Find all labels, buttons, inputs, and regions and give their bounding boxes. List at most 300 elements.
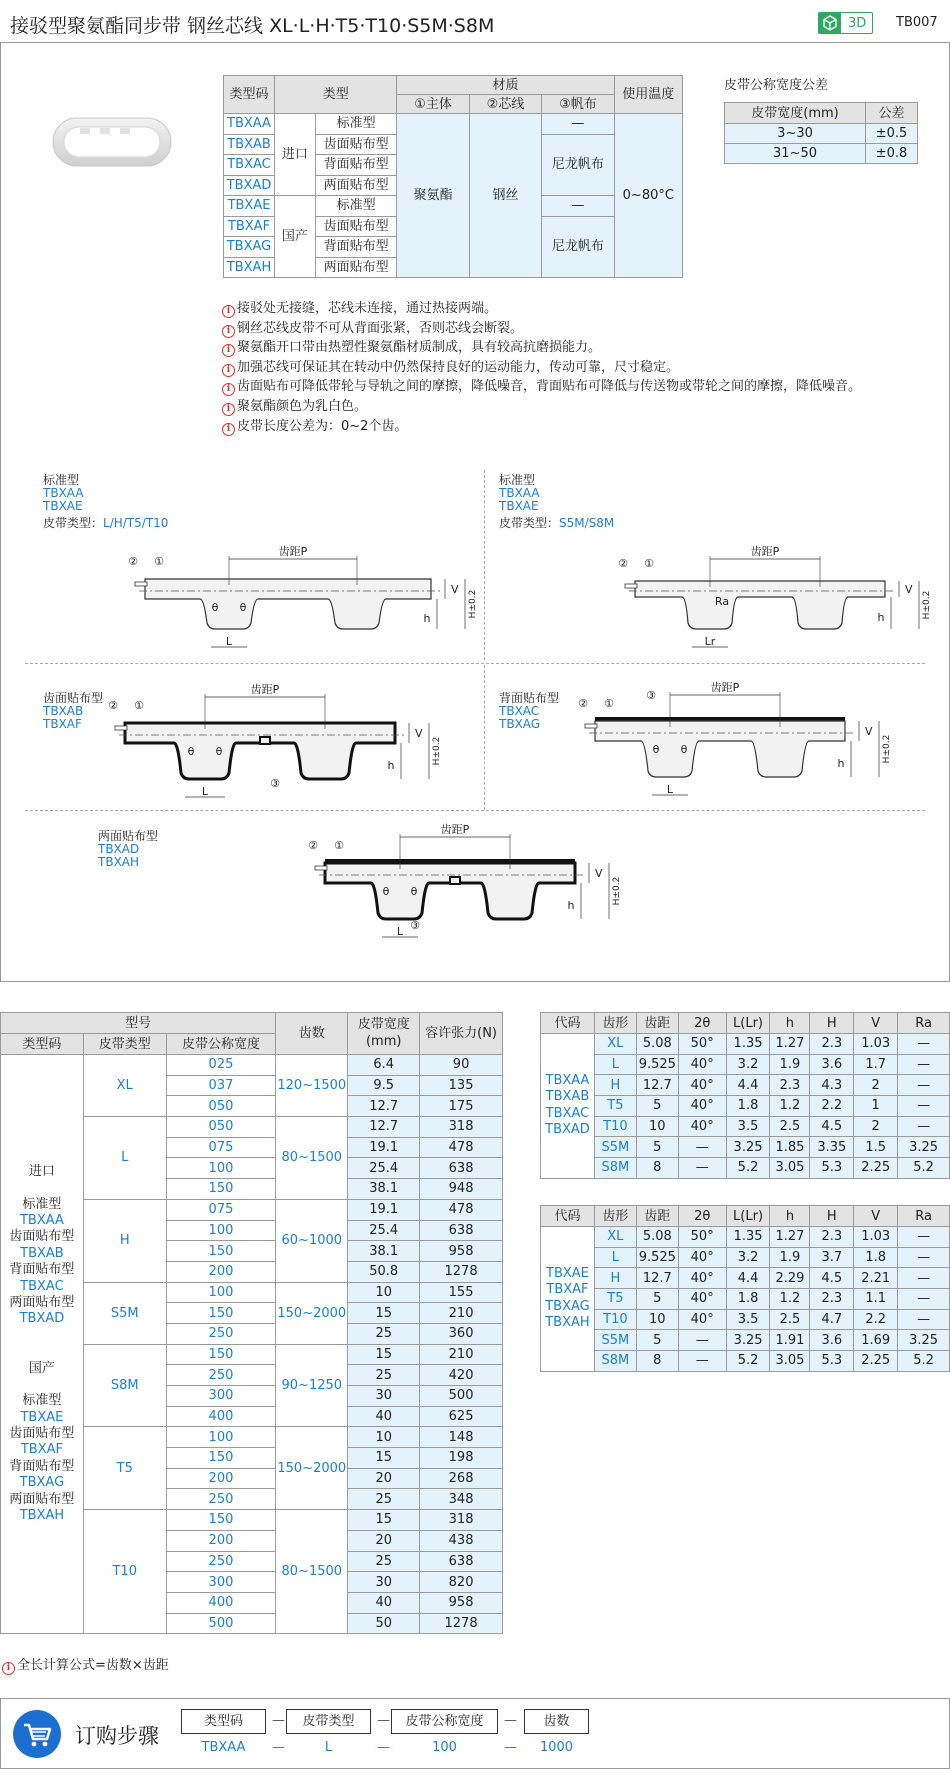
type-code: TBXAD	[545, 1122, 590, 1138]
dim-header: Ra	[898, 1013, 950, 1034]
note-text: 聚氨酯颜色为乳白色。	[237, 399, 368, 414]
dim-value: —	[898, 1309, 950, 1330]
note-text: 齿面贴布可降低带轮与导轨之间的摩擦，降低噪音，背面贴布可降低与传送物或带轮之间的摩擦，降低噪音。	[237, 379, 862, 395]
dim-value: 1.35	[726, 1034, 770, 1055]
dim-value: 1.8	[726, 1096, 770, 1117]
dim-value: —	[898, 1116, 950, 1137]
type-name	[1, 1344, 83, 1360]
core-wire	[315, 866, 327, 870]
spec-table	[223, 75, 683, 278]
spec-type-name: 两面贴布型	[315, 175, 397, 196]
spec-type-code: TBXAH	[224, 257, 275, 278]
model-nominal-width: 300	[166, 1572, 276, 1593]
dim-value: 12.7	[636, 1268, 678, 1289]
model-belt-width: 38.1	[348, 1179, 420, 1200]
spec-type-name: 齿面贴布型	[315, 216, 397, 237]
model-teeth-range: 150~2000	[276, 1427, 348, 1510]
model-nominal-width: 250	[166, 1489, 276, 1510]
type-code: TBXAA	[499, 486, 540, 500]
3d-model-button[interactable]	[818, 12, 873, 34]
dim-value: 1.35	[726, 1227, 770, 1248]
3d-label: 3D	[848, 16, 867, 31]
type-code: TBXAA	[19, 1213, 64, 1228]
model-belt-width: 38.1	[348, 1241, 420, 1262]
model-tension: 360	[420, 1323, 503, 1344]
dim-value: 40°	[678, 1268, 726, 1289]
model-teeth-range: 60~1000	[276, 1199, 348, 1282]
dim-value: 5.3	[810, 1351, 854, 1372]
model-nominal-width: 050	[166, 1117, 276, 1138]
type-code: TBXAB	[20, 1245, 64, 1261]
model-type-codes	[1, 1055, 84, 1634]
dim-value: 2.5	[770, 1116, 810, 1137]
diagram-label-standard	[43, 474, 168, 530]
dim-value: 5	[636, 1096, 678, 1117]
dim-value: 2.5	[770, 1309, 810, 1330]
model-nominal-width: 100	[166, 1220, 276, 1241]
dim-value: 2.3	[770, 1075, 810, 1096]
dim-value: 1.85	[770, 1137, 810, 1158]
spec-h-body: ①主体	[397, 95, 469, 114]
dim-tooth-profile: S8M	[594, 1351, 636, 1372]
dim-value: 1.2	[770, 1289, 810, 1310]
type-code: TBXAF	[20, 1442, 63, 1458]
dim-value: 3.35	[810, 1137, 854, 1158]
info-icon: i	[222, 305, 235, 318]
order-step-separator: —	[272, 1713, 285, 1728]
dim-value: 9.525	[636, 1054, 678, 1075]
dim-type-codes	[541, 1227, 595, 1372]
dim-value: —	[678, 1330, 726, 1351]
pitch-label: 齿距P	[710, 681, 740, 694]
spec-group-import: 进口	[275, 114, 316, 196]
tol-width: 3~30	[725, 124, 866, 144]
spec-h-code: 类型码	[224, 76, 275, 114]
callout-2: ②	[308, 839, 318, 852]
model-teeth-range: 80~1500	[276, 1510, 348, 1634]
model-tension: 318	[420, 1117, 503, 1138]
order-step-label: 皮带类型	[286, 1709, 371, 1734]
model-nominal-width: 150	[166, 1448, 276, 1469]
dim-value: 3.6	[810, 1054, 854, 1075]
dim-value: —	[898, 1075, 950, 1096]
divider	[484, 470, 485, 660]
dim-header: 2θ	[678, 1206, 726, 1227]
dim-header: 代码	[541, 1013, 595, 1034]
theta-label: θ	[211, 601, 219, 614]
model-nominal-width: 300	[166, 1386, 276, 1407]
info-icon: i	[222, 344, 235, 357]
dim-value: 5.08	[636, 1227, 678, 1248]
model-tension: 198	[420, 1448, 503, 1469]
type-name: 标准型	[22, 1196, 62, 1212]
order-step-separator: —	[504, 1713, 517, 1728]
model-nominal-width: 200	[166, 1530, 276, 1551]
theta-label: θ	[187, 745, 195, 758]
dim-tooth-profile: XL	[594, 1034, 636, 1055]
dim-value: 5.2	[898, 1158, 950, 1179]
dim-value: 3.25	[726, 1137, 770, 1158]
h-label: h	[567, 899, 575, 912]
dim-value: 50°	[678, 1034, 726, 1055]
dim-value: 1.69	[854, 1330, 898, 1351]
H-label: H±0.2	[432, 736, 442, 766]
model-h-teeth: 齿数	[276, 1013, 348, 1055]
order-value-separator: —	[504, 1740, 517, 1755]
spec-type-code: TBXAC	[224, 155, 275, 176]
dim-value: 1.9	[770, 1054, 810, 1075]
model-tension: 1278	[420, 1613, 503, 1634]
spec-h-core: ②芯线	[469, 95, 541, 114]
H-label: H±0.2	[922, 590, 932, 620]
dim-value: 2.25	[854, 1351, 898, 1372]
dim-value: 1.7	[854, 1054, 898, 1075]
l-label: L	[225, 635, 233, 648]
spec-cloth-nylon: 尼龙帆布	[542, 216, 614, 278]
type-code: TBXAC	[20, 1278, 64, 1294]
spec-type-name: 背面贴布型	[315, 237, 397, 258]
info-icon: i	[222, 383, 235, 396]
dim-header: 2θ	[678, 1013, 726, 1034]
callout-3: ③	[270, 777, 280, 790]
order-value-separator: —	[272, 1740, 285, 1755]
model-teeth-range: 120~1500	[276, 1055, 348, 1117]
dim-tooth-profile: S5M	[594, 1137, 636, 1158]
dim-header: 齿形	[594, 1013, 636, 1034]
order-step-label: 齿数	[524, 1709, 589, 1734]
model-tension: 155	[420, 1282, 503, 1303]
spec-type-code: TBXAE	[224, 196, 275, 217]
order-step-value: L	[324, 1740, 333, 1755]
dim-value: 8	[636, 1351, 678, 1372]
dim-value: 40°	[678, 1116, 726, 1137]
type-code: TBXAG	[19, 1475, 65, 1491]
model-tension: 318	[420, 1510, 503, 1531]
model-tension: 268	[420, 1468, 503, 1489]
type-code: TBXAC	[499, 704, 540, 718]
type-name: 齿面贴布型	[9, 1229, 75, 1245]
center-notch	[260, 737, 270, 744]
belt-profile	[595, 721, 845, 777]
type-name: 两面贴布型	[98, 829, 159, 843]
pitch-label: 齿距P	[750, 545, 780, 558]
model-nominal-width: 200	[166, 1261, 276, 1282]
spec-type-code: TBXAF	[224, 216, 275, 237]
tol-h-width: 皮带宽度(mm)	[725, 103, 866, 124]
v-label: V	[905, 583, 913, 596]
type-name	[1, 1377, 83, 1393]
diagram-back-cloth	[578, 681, 925, 803]
callout-2: ②	[618, 557, 628, 570]
model-belt-width: 40	[348, 1592, 420, 1613]
note-text: 加强芯线可保证其在转动中仍然保持良好的运动能力，传动可靠，尺寸稳定。	[237, 359, 680, 375]
model-nominal-width: 150	[166, 1510, 276, 1531]
model-belt-type: XL	[83, 1055, 166, 1117]
dim-value: 9.525	[636, 1247, 678, 1268]
model-tension: 420	[420, 1365, 503, 1386]
spec-type-code: TBXAD	[224, 175, 275, 196]
pitch-label: 齿距P	[250, 683, 280, 696]
product-code: TB007	[896, 15, 938, 30]
type-name: 背面贴布型	[499, 691, 560, 705]
dim-value: 3.6	[810, 1330, 854, 1351]
model-h-belt-width: 皮带宽度 (mm)	[348, 1013, 420, 1055]
h-label: h	[877, 611, 885, 624]
type-name: 背面贴布型	[9, 1262, 75, 1278]
type-name: 两面贴布型	[9, 1294, 75, 1310]
tol-value: ±0.5	[866, 124, 918, 144]
dim-value: 3.5	[726, 1309, 770, 1330]
dim-value: 1.03	[854, 1227, 898, 1248]
spec-type-name: 背面贴布型	[315, 155, 397, 176]
callout-1: ①	[334, 839, 344, 852]
dim-value: —	[898, 1054, 950, 1075]
type-code: TBXAB	[545, 1089, 590, 1105]
model-nominal-width: 150	[166, 1179, 276, 1200]
belt-profile	[325, 863, 575, 919]
note-text: 皮带长度公差为：0~2个齿。	[237, 418, 408, 434]
model-nominal-width: 200	[166, 1468, 276, 1489]
spec-type-name: 标准型	[315, 196, 397, 217]
dim-value: 12.7	[636, 1075, 678, 1096]
note-item	[222, 336, 601, 357]
model-tension: 148	[420, 1427, 503, 1448]
divider	[25, 663, 925, 664]
type-code: TBXAE	[43, 499, 83, 513]
dim-value: 3.05	[770, 1158, 810, 1179]
model-belt-type: T10	[83, 1510, 166, 1634]
core-wire	[135, 582, 147, 586]
model-tension: 958	[420, 1241, 503, 1262]
v-label: V	[415, 727, 423, 740]
type-code: TBXAF	[546, 1282, 589, 1298]
dim-value: —	[898, 1096, 950, 1117]
model-belt-width: 25	[348, 1551, 420, 1572]
dim-value: 1.27	[770, 1227, 810, 1248]
spec-h-temp: 使用温度	[614, 76, 682, 114]
dim-value: 1.1	[854, 1289, 898, 1310]
model-belt-type: S8M	[83, 1344, 166, 1427]
type-code: TBXAH	[98, 855, 140, 869]
tolerance-title: 皮带公称宽度公差	[724, 78, 829, 93]
type-code: TBXAF	[43, 717, 82, 731]
model-tension: 135	[420, 1075, 503, 1096]
type-name: 标准型	[43, 473, 80, 487]
note-text: 聚氨酯开口带由热塑性聚氨酯材质制成，具有较高抗磨损能力。	[237, 340, 602, 356]
diagram-standard	[128, 545, 478, 655]
model-nominal-width: 400	[166, 1592, 276, 1613]
belt-type-label: 皮带类型：	[499, 516, 560, 530]
dim-value: 50°	[678, 1227, 726, 1248]
model-nominal-width: 075	[166, 1137, 276, 1158]
v-label: V	[451, 583, 459, 596]
dim-value: 4.4	[726, 1075, 770, 1096]
callout-1: ①	[154, 555, 164, 568]
dim-header: L(Lr)	[726, 1013, 770, 1034]
model-belt-width: 12.7	[348, 1117, 420, 1138]
dim-value: 2.2	[854, 1309, 898, 1330]
spec-type-code: TBXAA	[224, 114, 275, 135]
dim-value: —	[678, 1137, 726, 1158]
theta-label: θ	[680, 743, 688, 756]
model-nominal-width: 100	[166, 1427, 276, 1448]
callout-3: ③	[646, 689, 656, 702]
diagram-label-tooth	[43, 692, 103, 731]
type-name: 齿面贴布型	[9, 1426, 75, 1442]
dim-value: 3.25	[898, 1137, 950, 1158]
dim-header: H	[810, 1206, 854, 1227]
dim-tooth-profile: H	[594, 1075, 636, 1096]
order-step-value: 100	[432, 1740, 457, 1755]
type-name	[1, 1180, 83, 1196]
type-code: TBXAH	[19, 1508, 65, 1524]
type-code: TBXAE	[499, 499, 539, 513]
model-belt-width: 15	[348, 1448, 420, 1469]
model-belt-width: 50	[348, 1613, 420, 1634]
spec-h-material: 材质	[397, 76, 614, 95]
spec-type-code: TBXAG	[224, 237, 275, 258]
dim-value: 2.29	[770, 1268, 810, 1289]
diagram-tooth-cloth	[108, 683, 455, 805]
dim-header: h	[770, 1206, 810, 1227]
dim-value: 1.8	[726, 1289, 770, 1310]
model-belt-width: 50.8	[348, 1261, 420, 1282]
dim-value: 2.25	[854, 1158, 898, 1179]
type-name: 国产	[28, 1360, 55, 1376]
dim-value: 40°	[678, 1309, 726, 1330]
l-label: L	[201, 785, 209, 798]
spec-temperature: 0~80°C	[614, 114, 682, 278]
dim-value: 5	[636, 1289, 678, 1310]
tol-h-tol: 公差	[866, 103, 918, 124]
dim-tooth-profile: T10	[594, 1116, 636, 1137]
dim-value: 3.25	[726, 1330, 770, 1351]
model-tension: 90	[420, 1055, 503, 1076]
type-code: TBXAG	[499, 717, 541, 731]
dim-value: 1.27	[770, 1034, 810, 1055]
dim-value: 3.7	[810, 1247, 854, 1268]
model-h-width: 皮带公称宽度	[166, 1034, 276, 1055]
model-nominal-width: 150	[166, 1241, 276, 1262]
model-nominal-width: 025	[166, 1055, 276, 1076]
model-belt-width: 15	[348, 1344, 420, 1365]
dim-value: 40°	[678, 1247, 726, 1268]
pitch-label: 齿距P	[440, 823, 470, 836]
note-item	[222, 297, 497, 318]
dim-header: h	[770, 1013, 810, 1034]
callout-1: ①	[604, 697, 614, 710]
dim-value: —	[898, 1268, 950, 1289]
pitch-label: 齿距P	[278, 545, 308, 558]
model-belt-type: L	[83, 1117, 166, 1200]
model-belt-width: 30	[348, 1572, 420, 1593]
model-nominal-width: 100	[166, 1282, 276, 1303]
dim-value: 1.5	[854, 1137, 898, 1158]
dimension-table-domestic	[540, 1205, 950, 1372]
dim-value: —	[678, 1351, 726, 1372]
info-icon: i	[222, 325, 235, 338]
dim-value: 2.3	[810, 1227, 854, 1248]
model-tension: 820	[420, 1572, 503, 1593]
model-belt-width: 19.1	[348, 1137, 420, 1158]
model-belt-width: 40	[348, 1406, 420, 1427]
dim-value: 5.08	[636, 1034, 678, 1055]
type-name: 标准型	[22, 1393, 62, 1409]
model-tension: 438	[420, 1530, 503, 1551]
dim-value: 2.3	[810, 1289, 854, 1310]
model-belt-width: 15	[348, 1303, 420, 1324]
dim-value: 5	[636, 1330, 678, 1351]
dim-value: 1.9	[770, 1247, 810, 1268]
dim-value: 4.5	[810, 1268, 854, 1289]
belt-profile	[125, 723, 395, 779]
model-tension: 348	[420, 1489, 503, 1510]
dim-value: 8	[636, 1158, 678, 1179]
tolerance-table	[724, 102, 918, 164]
type-code: TBXAC	[545, 1105, 590, 1121]
model-teeth-range: 90~1250	[276, 1344, 348, 1427]
dim-value: 5.2	[726, 1351, 770, 1372]
dim-value: —	[898, 1247, 950, 1268]
diagram-label-standard-2	[499, 474, 614, 530]
type-code: TBXAG	[545, 1298, 590, 1314]
dim-header: 齿距	[636, 1013, 678, 1034]
info-icon: i	[222, 364, 235, 377]
H-label: H±0.2	[612, 876, 622, 906]
spec-body-material: 聚氨酯	[397, 114, 469, 278]
l-label: L	[666, 783, 674, 796]
order-value-separator: —	[377, 1740, 390, 1755]
model-nominal-width: 250	[166, 1551, 276, 1572]
callout-3: ③	[410, 919, 420, 932]
dim-value: 1.03	[854, 1034, 898, 1055]
dim-tooth-profile: L	[594, 1247, 636, 1268]
order-title: 订购步骤	[75, 1724, 159, 1748]
dim-tooth-profile: S5M	[594, 1330, 636, 1351]
spec-type-name: 两面贴布型	[315, 257, 397, 278]
model-tension: 1278	[420, 1261, 503, 1282]
diagram-both-cloth	[308, 823, 655, 948]
dim-header: V	[854, 1206, 898, 1227]
note-item	[222, 415, 407, 436]
spec-group-domestic: 国产	[275, 196, 316, 278]
core-wire	[585, 724, 597, 728]
dim-value: 2.2	[810, 1096, 854, 1117]
belt-profile	[145, 579, 431, 629]
type-code: TBXAH	[545, 1315, 590, 1331]
dim-header: V	[854, 1013, 898, 1034]
model-tension: 210	[420, 1344, 503, 1365]
type-name: 进口	[28, 1163, 55, 1179]
dimension-table-import	[540, 1012, 950, 1179]
model-belt-width: 12.7	[348, 1096, 420, 1117]
dim-value: 2	[854, 1075, 898, 1096]
callout-1: ①	[134, 699, 144, 712]
model-nominal-width: 150	[166, 1303, 276, 1324]
dim-value: 1	[854, 1096, 898, 1117]
spec-cloth-nylon: 尼龙帆布	[542, 134, 614, 196]
dim-value: 2	[854, 1116, 898, 1137]
h-label: h	[387, 759, 395, 772]
dim-tooth-profile: L	[594, 1054, 636, 1075]
dim-value: 10	[636, 1116, 678, 1137]
dim-value: 3.05	[770, 1351, 810, 1372]
dim-value: 5.2	[726, 1158, 770, 1179]
model-tension: 638	[420, 1551, 503, 1572]
dim-value: 2.21	[854, 1268, 898, 1289]
H-label: H±0.2	[882, 734, 892, 764]
belt-types: S5M/S8M	[559, 516, 615, 530]
